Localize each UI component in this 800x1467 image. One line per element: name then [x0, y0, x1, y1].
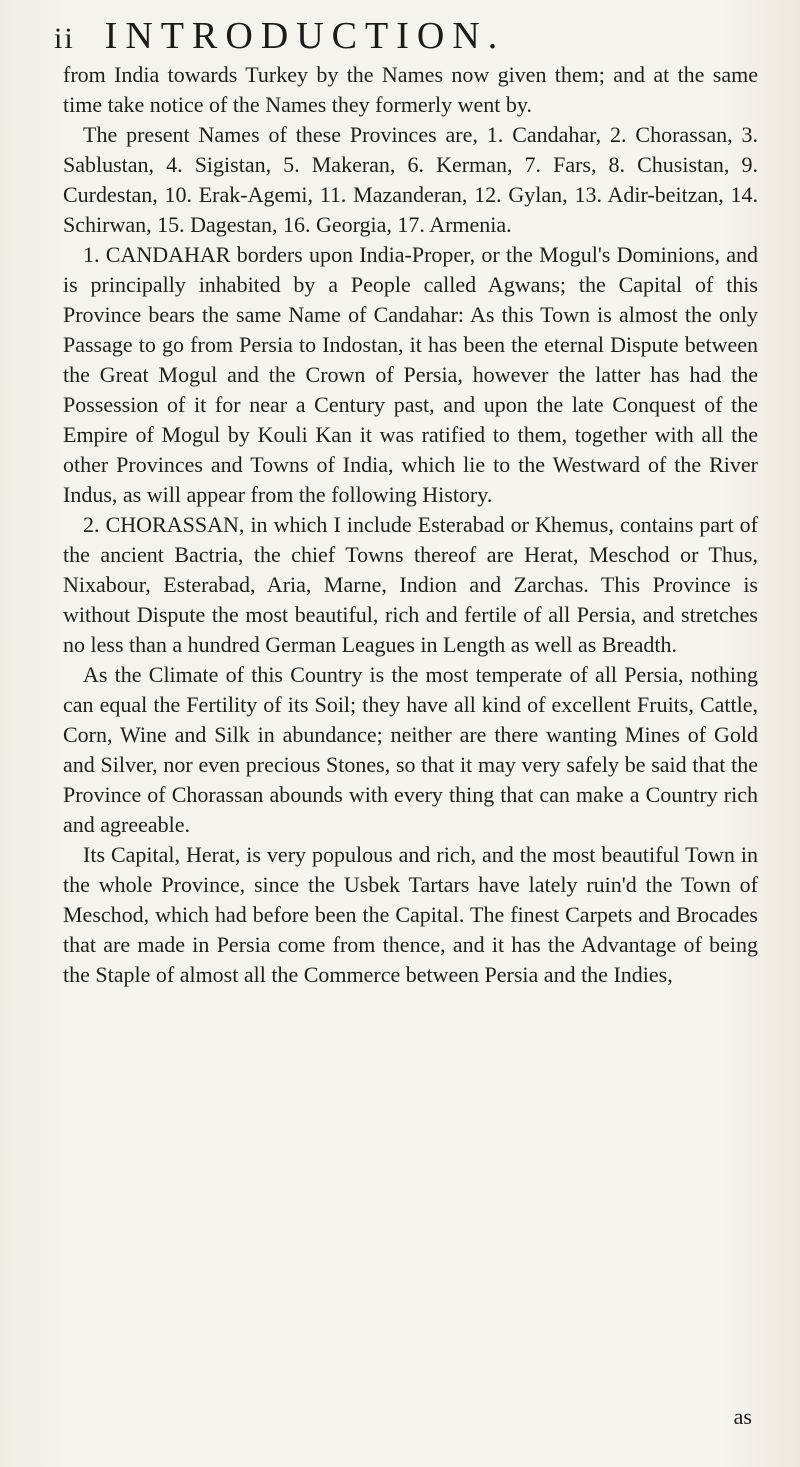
body-text [63, 60, 758, 990]
paragraph-intro: from India towards Turkey by the Names now given them; and at the same time take notice of the Names they formerly went by. [63, 62, 758, 117]
paragraph-chorassan: 2. CHORASSAN, in which I include Esterabad or Khemus, contains part of the ancient Bactria, the chief Towns thereof are Herat, Meschod or Thus, Nixabour, Esterabad, Aria, Marne, Indion and Zarchas. This Province is without Dispute the most beautiful, rich and fertile of all Persia, and stretches no less than a hundred German Leagues in Length as well as Breadth. [63, 512, 758, 657]
running-title: INTRODUCTION. [104, 15, 506, 57]
catchword: as [733, 1404, 752, 1429]
paragraph-province-list: The present Names of these Provinces are, 1. Candahar, 2. Chorassan, 3. Sablustan, 4. Sigistan, 5. Makeran, 6. Kerman, 7. Fars, 8. Chusistan, 9. Curdestan, 10. Erak-Agemi, 11. Mazanderan, 12. Gylan, 13. Adir-beitzan, 14. Schirwan, 15. Dagestan, 16. Georgia, 17. Armenia. [63, 122, 758, 237]
paragraph-climate: As the Climate of this Country is the most temperate of all Persia, nothing can equal the Fertility of its Soil; they have all kind of excellent Fruits, Cattle, Corn, Wine and Silk in abundance; neither are there wanting Mines of Gold and Silver, nor even precious Stones, so that it may very safely be said that the Province of Chorassan abounds with every thing that can make a Country rich and agreeable. [63, 662, 758, 837]
paragraph-herat: Its Capital, Herat, is very populous and rich, and the most beautiful Town in the whole Province, since the Usbek Tartars have lately ruin'd the Town of Meschod, which had before been the Capital. The finest Carpets and Brocades that are made in Persia come from thence, and it has the Advantage of being the Staple of almost all the Commerce between Persia and the Indies, [63, 842, 758, 987]
paragraph-candahar: 1. CANDAHAR borders upon India-Proper, or the Mogul's Dominions, and is principally inhabited by a People called Agwans; the Capital of this Province bears the same Name of Candahar: As this Town is almost the only Passage to go from Persia to Indostan, it has been the eternal Dispute between the Great Mogul and the Crown of Persia, however the latter has had the Possession of it for near a Century past, and upon the late Conquest of the Empire of Mogul by Kouli Kan it was ratified to them, together with all the other Provinces and Towns of India, which lie to the Westward of the River Indus, as will appear from the following History. [63, 242, 758, 507]
running-header [54, 14, 754, 58]
page-number: ii [54, 22, 75, 55]
